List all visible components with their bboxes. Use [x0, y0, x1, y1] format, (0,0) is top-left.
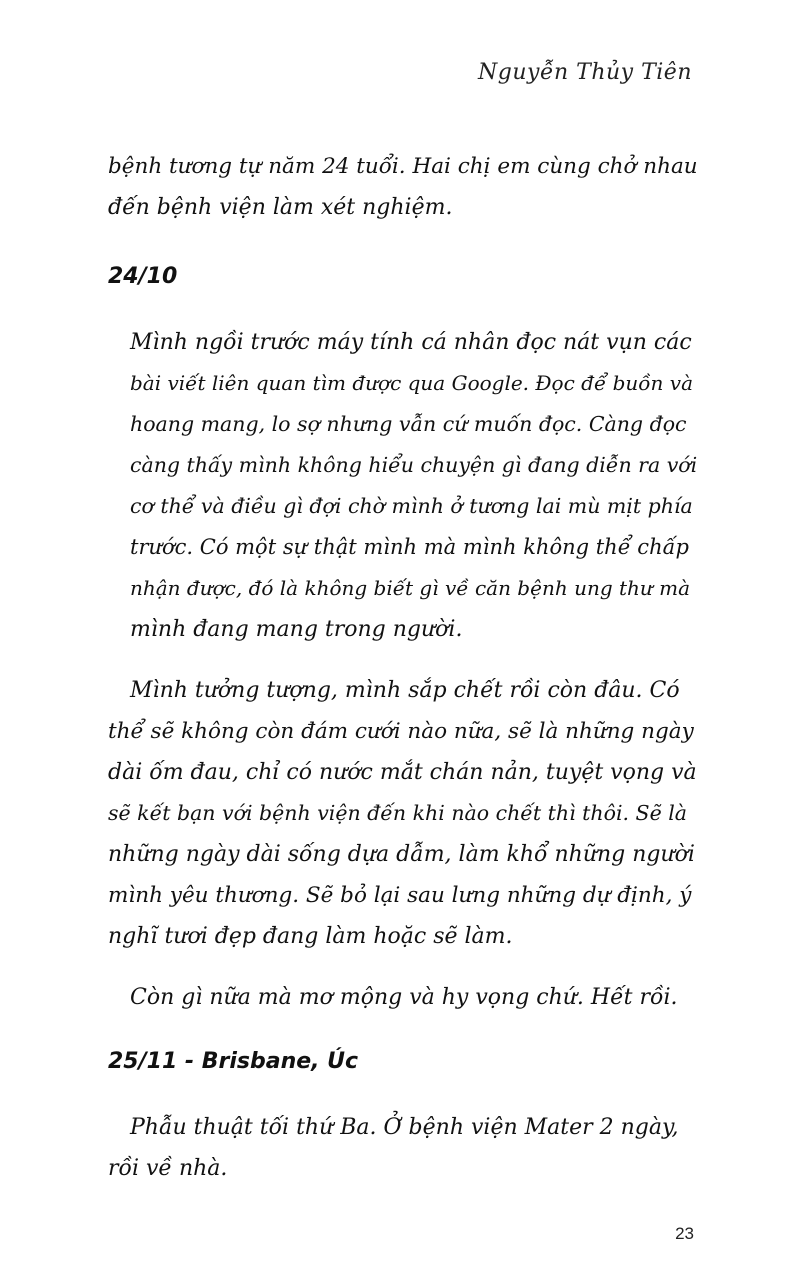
paragraph-3 — [108, 977, 698, 1018]
text-line: Mình ngồi trước máy tính cá nhân đọc nát vụn các — [130, 330, 692, 355]
text-line: bệnh tương tự năm 24 tuổi. Hai chị em cùng chở nhau — [108, 154, 698, 179]
page-body — [108, 146, 698, 1189]
text-line: càng thấy mình không hiểu chuyện gì đang diễn ra với — [130, 453, 698, 477]
text-line: đến bệnh viện làm xét nghiệm. — [108, 195, 453, 220]
paragraph-intro — [108, 146, 698, 228]
text-line: rồi về nhà. — [108, 1156, 228, 1181]
text-line: nhận được, đó là không biết gì về căn bệnh ung thư mà — [130, 576, 691, 600]
text-line: cơ thể và điều gì đợi chờ mình ở tương lai mù mịt phía — [130, 494, 693, 518]
text-line: thể sẽ không còn đám cưới nào nữa, sẽ là những ngày — [108, 719, 694, 744]
text-line: sẽ kết bạn với bệnh viện đến khi nào chết thì thôi. Sẽ là — [108, 801, 688, 825]
paragraph-4 — [108, 1107, 698, 1189]
date-heading-24-10: 24/10 — [108, 264, 178, 289]
paragraph-2 — [108, 670, 698, 957]
text-line: Mình tưởng tượng, mình sắp chết rồi còn đâu. Có — [130, 678, 680, 703]
text-line: mình yêu thương. Sẽ bỏ lại sau lưng những dự định, ý — [108, 883, 692, 908]
paragraph-1 — [108, 322, 698, 650]
text-line: mình đang mang trong người. — [130, 617, 463, 642]
text-line: trước. Có một sự thật mình mà mình không thể chấp — [130, 535, 689, 559]
text-line: nghĩ tươi đẹp đang làm hoặc sẽ làm. — [108, 924, 513, 949]
text-line: những ngày dài sống dựa dẫm, làm khổ những người — [108, 842, 695, 867]
text-line: Còn gì nữa mà mơ mộng và hy vọng chứ. Hết rồi. — [130, 985, 678, 1010]
running-header: Nguyễn Thủy Tiên — [478, 60, 692, 85]
text-line: bài viết liên quan tìm được qua Google. Đọc để buồn và — [130, 371, 693, 395]
text-line: hoang mang, lo sợ nhưng vẫn cứ muốn đọc. Càng đọc — [130, 412, 687, 436]
date-heading-25-11: 25/11 - Brisbane, Úc — [108, 1049, 359, 1074]
page-number: 23 — [675, 1224, 694, 1243]
text-line: Phẫu thuật tối thứ Ba. Ở bệnh viện Mater 2 ngày, — [130, 1115, 679, 1140]
text-line: dài ốm đau, chỉ có nước mắt chán nản, tuyệt vọng và — [108, 760, 697, 785]
